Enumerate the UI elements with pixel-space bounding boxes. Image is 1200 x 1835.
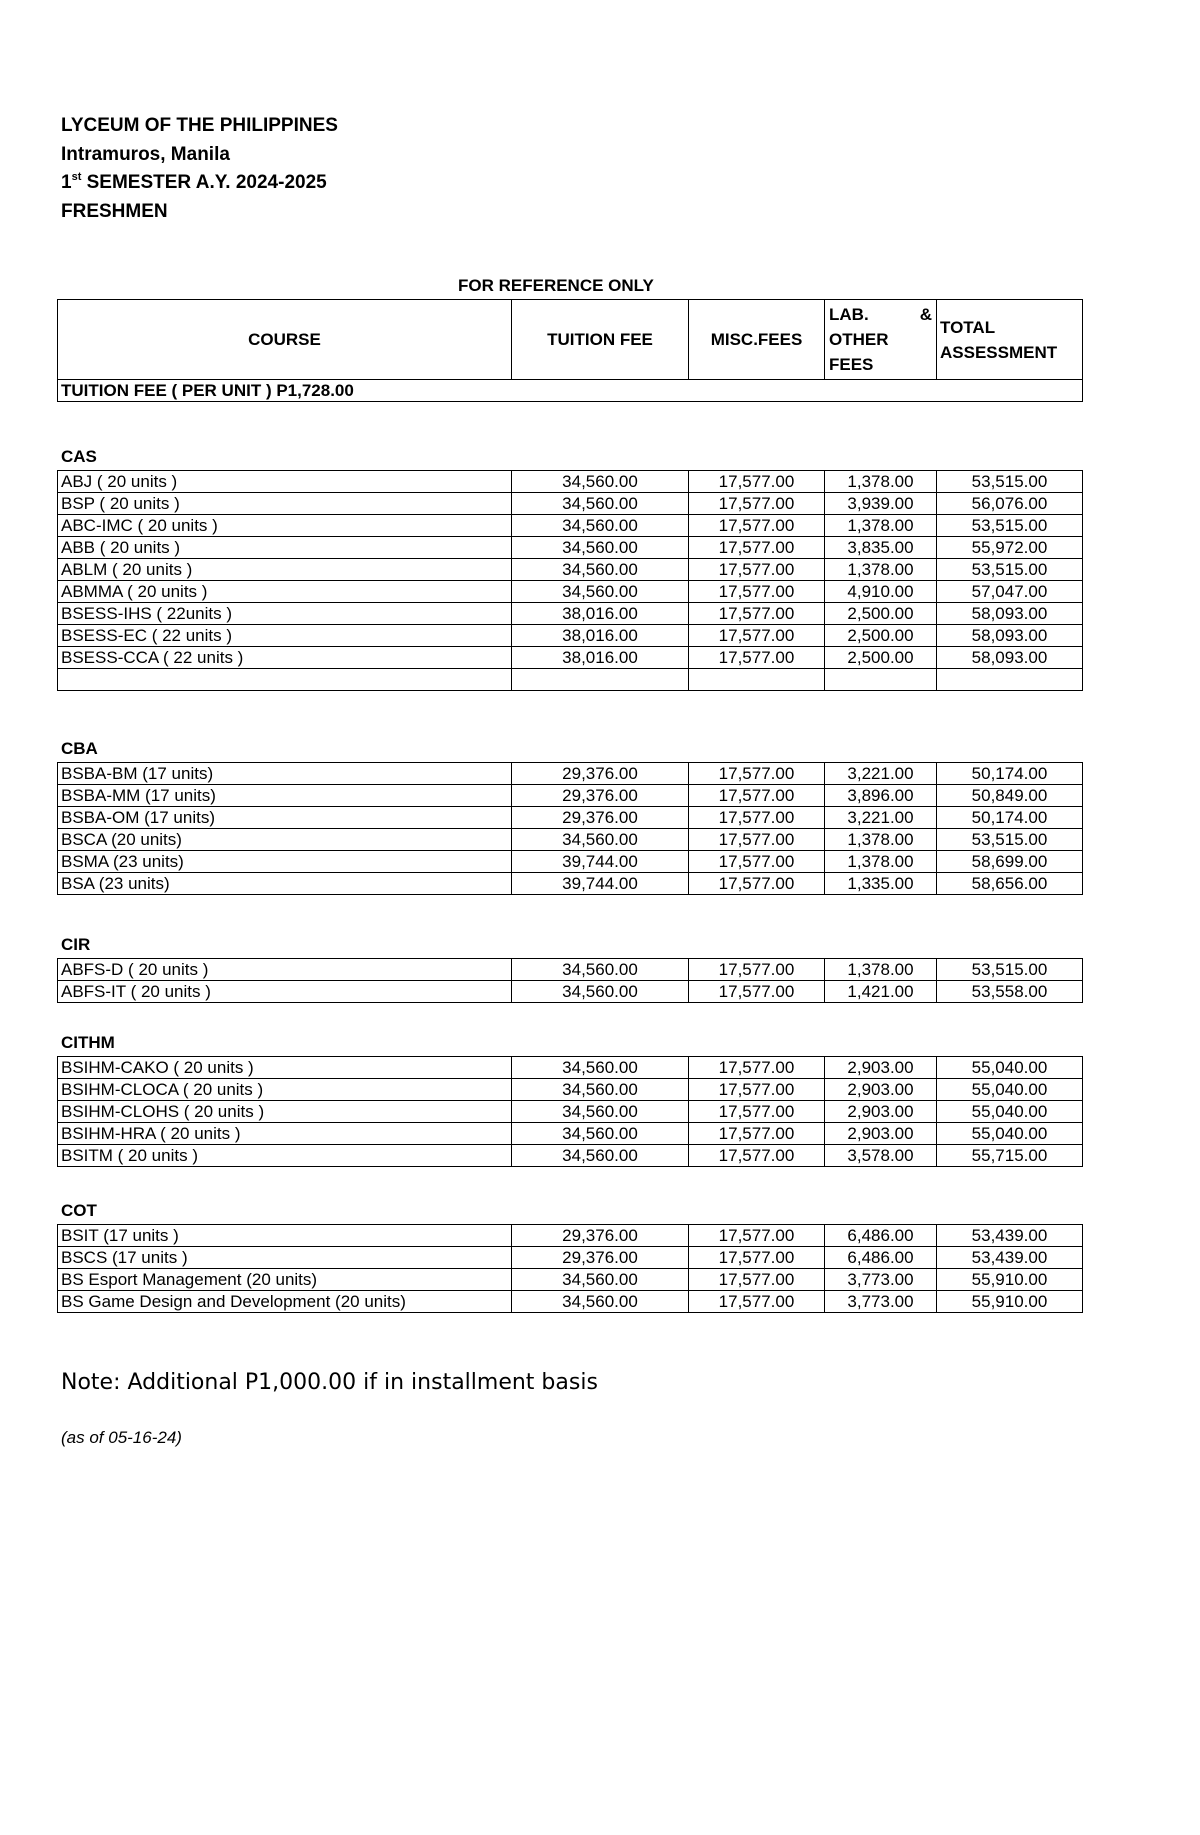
tuition-cell: 38,016.00 — [512, 625, 689, 647]
table-row — [58, 1291, 1083, 1313]
lab-cell: 3,939.00 — [825, 493, 937, 515]
total-cell: 53,439.00 — [937, 1247, 1083, 1269]
misc-cell: 17,577.00 — [689, 1057, 825, 1079]
total-cell: 53,515.00 — [937, 959, 1083, 981]
tuition-cell: 34,560.00 — [512, 1057, 689, 1079]
course-cell: ABFS-D ( 20 units ) — [58, 959, 512, 981]
total-cell: 55,715.00 — [937, 1145, 1083, 1167]
group-title: COT — [61, 1201, 97, 1220]
table-row — [58, 559, 1083, 581]
table-row — [58, 471, 1083, 493]
lab-cell: 3,221.00 — [825, 763, 937, 785]
misc-cell: 17,577.00 — [689, 1079, 825, 1101]
table-row — [58, 1225, 1083, 1247]
misc-cell: 17,577.00 — [689, 981, 825, 1003]
misc-cell: 17,577.00 — [689, 647, 825, 669]
misc-cell: 17,577.00 — [689, 1225, 825, 1247]
lab-cell: 6,486.00 — [825, 1247, 937, 1269]
lab-cell: 1,378.00 — [825, 471, 937, 493]
total-cell: 58,699.00 — [937, 851, 1083, 873]
misc-cell: 17,577.00 — [689, 537, 825, 559]
table-row — [58, 537, 1083, 559]
misc-cell: 17,577.00 — [689, 763, 825, 785]
misc-cell — [689, 669, 825, 691]
course-cell: BS Esport Management (20 units) — [58, 1269, 512, 1291]
total-cell: 55,040.00 — [937, 1057, 1083, 1079]
total-cell: 55,040.00 — [937, 1123, 1083, 1145]
table-row — [58, 1123, 1083, 1145]
lab-cell: 2,500.00 — [825, 647, 937, 669]
col-misc-header: MISC.FEES — [689, 300, 825, 380]
total-cell: 57,047.00 — [937, 581, 1083, 603]
group-title: CIR — [61, 935, 91, 954]
total-cell: 55,040.00 — [937, 1101, 1083, 1123]
table-row — [58, 647, 1083, 669]
course-cell: ABC-IMC ( 20 units ) — [58, 515, 512, 537]
course-cell: BS Game Design and Development (20 units) — [58, 1291, 512, 1313]
reference-note: FOR REFERENCE ONLY — [458, 276, 654, 295]
total-cell: 58,093.00 — [937, 603, 1083, 625]
total-cell: 58,093.00 — [937, 647, 1083, 669]
lab-cell: 3,773.00 — [825, 1269, 937, 1291]
tuition-cell: 34,560.00 — [512, 1101, 689, 1123]
misc-cell: 17,577.00 — [689, 603, 825, 625]
course-cell: BSITM ( 20 units ) — [58, 1145, 512, 1167]
table-row — [58, 493, 1083, 515]
table-row — [58, 959, 1083, 981]
table-row — [58, 1247, 1083, 1269]
tuition-cell: 29,376.00 — [512, 807, 689, 829]
total-cell: 58,093.00 — [937, 625, 1083, 647]
lab-cell: 6,486.00 — [825, 1225, 937, 1247]
table-row — [58, 1101, 1083, 1123]
total-cell: 50,174.00 — [937, 807, 1083, 829]
table-row — [58, 807, 1083, 829]
misc-cell: 17,577.00 — [689, 873, 825, 895]
student-level: FRESHMEN — [61, 200, 168, 222]
as-of-date: (as of 05-16-24) — [61, 1428, 182, 1447]
lab-cell — [825, 669, 937, 691]
total-cell: 53,515.00 — [937, 559, 1083, 581]
tuition-cell: 29,376.00 — [512, 1225, 689, 1247]
course-cell: BSCS (17 units ) — [58, 1247, 512, 1269]
misc-cell: 17,577.00 — [689, 1247, 825, 1269]
table-row — [58, 829, 1083, 851]
installment-note: Note: Additional P1,000.00 if in installment basis — [61, 1370, 598, 1395]
total-cell: 53,439.00 — [937, 1225, 1083, 1247]
lab-cell: 2,500.00 — [825, 625, 937, 647]
total-cell: 56,076.00 — [937, 493, 1083, 515]
col-course-header: COURSE — [58, 300, 512, 380]
fee-table — [57, 958, 1083, 1003]
tuition-cell: 34,560.00 — [512, 981, 689, 1003]
misc-cell: 17,577.00 — [689, 559, 825, 581]
lab-cell: 2,903.00 — [825, 1123, 937, 1145]
misc-cell: 17,577.00 — [689, 807, 825, 829]
table-row — [58, 581, 1083, 603]
lab-cell: 3,221.00 — [825, 807, 937, 829]
total-cell: 58,656.00 — [937, 873, 1083, 895]
tuition-cell: 34,560.00 — [512, 581, 689, 603]
misc-cell: 17,577.00 — [689, 581, 825, 603]
table-row — [58, 1269, 1083, 1291]
fee-table — [57, 1224, 1083, 1313]
course-cell: BSBA-MM (17 units) — [58, 785, 512, 807]
group-title: CAS — [61, 447, 97, 466]
total-cell: 50,174.00 — [937, 763, 1083, 785]
course-cell: ABMMA ( 20 units ) — [58, 581, 512, 603]
table-row — [58, 763, 1083, 785]
document-header — [61, 112, 338, 226]
lab-cell: 4,910.00 — [825, 581, 937, 603]
course-cell — [58, 669, 512, 691]
table-row — [58, 603, 1083, 625]
lab-cell: 1,378.00 — [825, 851, 937, 873]
total-cell: 50,849.00 — [937, 785, 1083, 807]
column-header-table — [57, 299, 1083, 402]
col-lab-header: & LAB. OTHER FEES — [825, 300, 937, 380]
course-cell: BSBA-BM (17 units) — [58, 763, 512, 785]
course-cell: BSIHM-CLOHS ( 20 units ) — [58, 1101, 512, 1123]
tuition-cell: 38,016.00 — [512, 647, 689, 669]
total-cell: 53,515.00 — [937, 515, 1083, 537]
table-row — [58, 515, 1083, 537]
course-cell: BSBA-OM (17 units) — [58, 807, 512, 829]
misc-cell: 17,577.00 — [689, 785, 825, 807]
table-row — [58, 669, 1083, 691]
tuition-cell: 34,560.00 — [512, 1145, 689, 1167]
course-cell: BSIT (17 units ) — [58, 1225, 512, 1247]
tuition-cell: 34,560.00 — [512, 1291, 689, 1313]
course-cell: ABJ ( 20 units ) — [58, 471, 512, 493]
course-cell: BSP ( 20 units ) — [58, 493, 512, 515]
total-cell: 53,558.00 — [937, 981, 1083, 1003]
tuition-cell: 34,560.00 — [512, 537, 689, 559]
tuition-cell: 34,560.00 — [512, 559, 689, 581]
lab-cell: 1,378.00 — [825, 515, 937, 537]
misc-cell: 17,577.00 — [689, 851, 825, 873]
fee-table — [57, 470, 1083, 691]
misc-cell: 17,577.00 — [689, 959, 825, 981]
group-title: CITHM — [61, 1033, 115, 1052]
misc-cell: 17,577.00 — [689, 1123, 825, 1145]
misc-cell: 17,577.00 — [689, 493, 825, 515]
misc-cell: 17,577.00 — [689, 1101, 825, 1123]
table-row — [58, 1079, 1083, 1101]
tuition-cell: 29,376.00 — [512, 1247, 689, 1269]
table-row — [58, 981, 1083, 1003]
misc-cell: 17,577.00 — [689, 625, 825, 647]
total-cell: 55,910.00 — [937, 1291, 1083, 1313]
per-unit-rate: TUITION FEE ( PER UNIT ) P1,728.00 — [58, 380, 1083, 402]
group-title: CBA — [61, 739, 98, 758]
total-cell: 55,040.00 — [937, 1079, 1083, 1101]
course-cell: BSIHM-CLOCA ( 20 units ) — [58, 1079, 512, 1101]
lab-cell: 1,421.00 — [825, 981, 937, 1003]
table-row — [58, 851, 1083, 873]
lab-cell: 3,578.00 — [825, 1145, 937, 1167]
lab-cell: 2,903.00 — [825, 1057, 937, 1079]
fee-table — [57, 762, 1083, 895]
total-cell: 53,515.00 — [937, 471, 1083, 493]
tuition-cell: 34,560.00 — [512, 1079, 689, 1101]
tuition-cell: 34,560.00 — [512, 1269, 689, 1291]
table-row — [58, 873, 1083, 895]
course-cell: BSESS-IHS ( 22units ) — [58, 603, 512, 625]
course-cell: BSESS-CCA ( 22 units ) — [58, 647, 512, 669]
tuition-cell: 29,376.00 — [512, 763, 689, 785]
col-tuition-header: TUITION FEE — [512, 300, 689, 380]
lab-cell: 2,500.00 — [825, 603, 937, 625]
tuition-cell: 38,016.00 — [512, 603, 689, 625]
lab-cell: 2,903.00 — [825, 1079, 937, 1101]
misc-cell: 17,577.00 — [689, 1145, 825, 1167]
lab-cell: 3,896.00 — [825, 785, 937, 807]
lab-cell: 3,835.00 — [825, 537, 937, 559]
tuition-cell: 39,744.00 — [512, 851, 689, 873]
table-row — [58, 785, 1083, 807]
tuition-cell: 39,744.00 — [512, 873, 689, 895]
course-cell: BSIHM-CAKO ( 20 units ) — [58, 1057, 512, 1079]
tuition-cell: 34,560.00 — [512, 493, 689, 515]
total-cell: 55,972.00 — [937, 537, 1083, 559]
tuition-cell: 29,376.00 — [512, 785, 689, 807]
tuition-cell: 34,560.00 — [512, 829, 689, 851]
tuition-cell: 34,560.00 — [512, 1123, 689, 1145]
lab-cell: 2,903.00 — [825, 1101, 937, 1123]
tuition-cell: 34,560.00 — [512, 471, 689, 493]
tuition-cell: 34,560.00 — [512, 959, 689, 981]
lab-cell: 1,378.00 — [825, 559, 937, 581]
lab-cell: 1,335.00 — [825, 873, 937, 895]
tuition-cell — [512, 669, 689, 691]
fee-table — [57, 1056, 1083, 1167]
tuition-cell: 34,560.00 — [512, 515, 689, 537]
course-cell: BSA (23 units) — [58, 873, 512, 895]
col-total-header: TOTAL ASSESSMENT — [937, 300, 1083, 380]
course-cell: BSCA (20 units) — [58, 829, 512, 851]
semester-line: 1st SEMESTER A.Y. 2024-2025 — [61, 170, 327, 193]
misc-cell: 17,577.00 — [689, 515, 825, 537]
total-cell: 55,910.00 — [937, 1269, 1083, 1291]
lab-cell: 3,773.00 — [825, 1291, 937, 1313]
misc-cell: 17,577.00 — [689, 829, 825, 851]
course-cell: BSMA (23 units) — [58, 851, 512, 873]
course-cell: ABFS-IT ( 20 units ) — [58, 981, 512, 1003]
misc-cell: 17,577.00 — [689, 1291, 825, 1313]
course-cell: ABB ( 20 units ) — [58, 537, 512, 559]
total-cell: 53,515.00 — [937, 829, 1083, 851]
school-location: Intramuros, Manila — [61, 143, 230, 165]
lab-cell: 1,378.00 — [825, 829, 937, 851]
course-cell: BSESS-EC ( 22 units ) — [58, 625, 512, 647]
table-row — [58, 1057, 1083, 1079]
course-cell: BSIHM-HRA ( 20 units ) — [58, 1123, 512, 1145]
misc-cell: 17,577.00 — [689, 1269, 825, 1291]
course-cell: ABLM ( 20 units ) — [58, 559, 512, 581]
table-row — [58, 625, 1083, 647]
misc-cell: 17,577.00 — [689, 471, 825, 493]
table-row — [58, 1145, 1083, 1167]
total-cell — [937, 669, 1083, 691]
school-name: LYCEUM OF THE PHILIPPINES — [61, 115, 338, 136]
lab-cell: 1,378.00 — [825, 959, 937, 981]
